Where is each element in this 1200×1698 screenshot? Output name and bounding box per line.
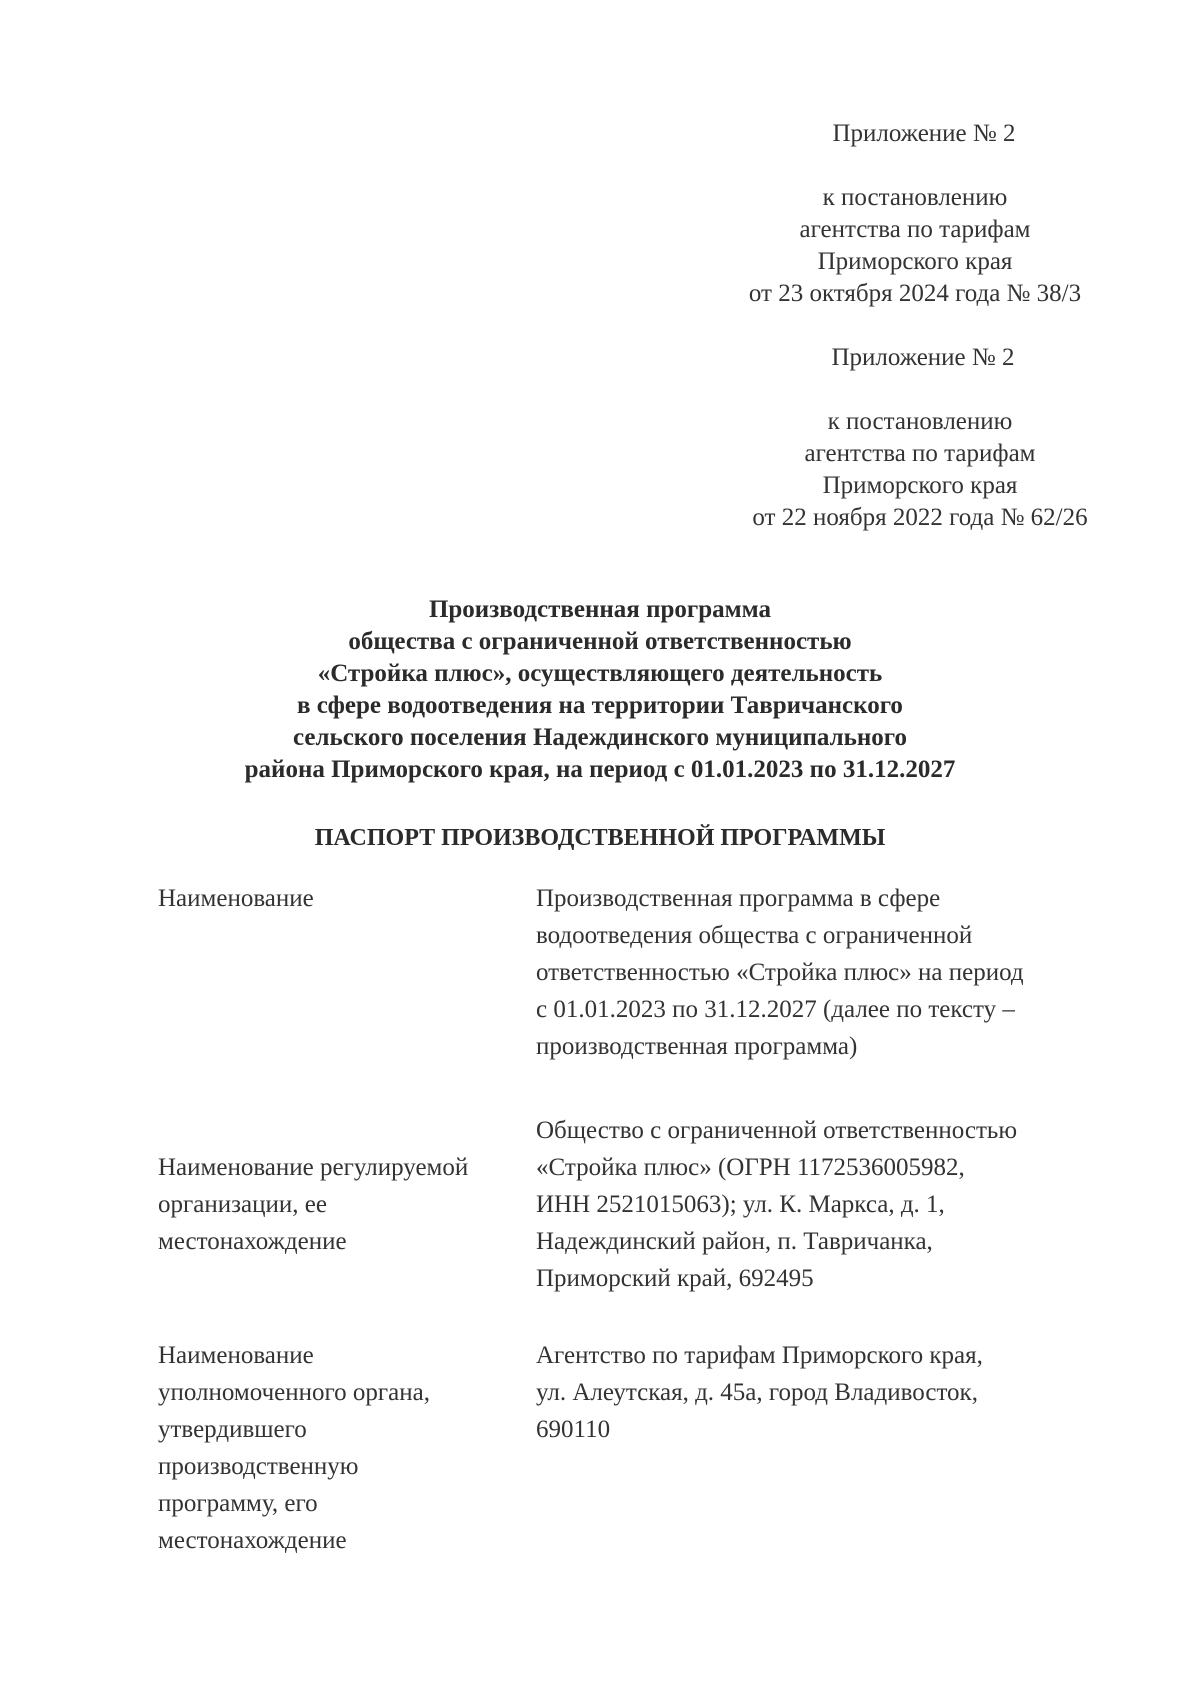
value-line: ИНН 2521015063); ул. К. Маркса, д. 1, bbox=[536, 1191, 945, 1218]
label-line: Наименование bbox=[158, 1342, 314, 1369]
value-line: 690110 bbox=[536, 1416, 611, 1443]
appendix-line: от 22 ноября 2022 года № 62/26 bbox=[752, 504, 1088, 531]
passport-row-label bbox=[158, 880, 518, 917]
label-line: организации, ее bbox=[158, 1191, 327, 1218]
passport-row-value bbox=[536, 1337, 1096, 1448]
program-title-line: Производственная программа bbox=[428, 596, 772, 623]
label-line: местонахождение bbox=[158, 1228, 347, 1255]
appendix-line: Приморского края bbox=[817, 248, 1013, 275]
appendix-line: к постановлению bbox=[822, 184, 1008, 211]
label-line: уполномоченного органа, bbox=[158, 1379, 430, 1406]
passport-row-value bbox=[536, 880, 1096, 1065]
program-title bbox=[150, 594, 1050, 786]
appendix-line: агентства по тарифам bbox=[804, 440, 1036, 467]
appendix-title: Приложение № 2 bbox=[832, 120, 1016, 147]
appendix-line: от 23 октября 2024 года № 38/3 bbox=[748, 280, 1082, 307]
value-line: Агентство по тарифам Приморского края, bbox=[536, 1342, 983, 1369]
value-line: Приморский край, 692495 bbox=[536, 1265, 814, 1292]
label-line: Наименование регулируемой bbox=[158, 1154, 469, 1181]
passport-row-label bbox=[158, 1337, 518, 1559]
value-line: ул. Алеутская, д. 45а, город Владивосток, bbox=[536, 1379, 978, 1406]
value-line: производственная программа) bbox=[536, 1033, 858, 1060]
appendix-header-original bbox=[705, 342, 1135, 534]
value-line: водоотведения общества с ограниченной bbox=[536, 922, 973, 949]
label-line: программу, его bbox=[158, 1490, 318, 1517]
label-line: утвердившего bbox=[158, 1416, 307, 1443]
value-line: Надеждинский район, п. Тавричанка, bbox=[536, 1228, 933, 1255]
appendix-line: агентства по тарифам bbox=[799, 216, 1031, 243]
program-title-line: «Стройка плюс», осуществляющего деятельность bbox=[317, 660, 883, 687]
label-line: Наименование bbox=[158, 885, 314, 912]
passport-row-label bbox=[158, 1149, 518, 1260]
value-line: «Стройка плюс» (ОГРН 1172536005982, bbox=[536, 1154, 965, 1181]
value-line: Общество с ограниченной ответственностью bbox=[536, 1117, 1017, 1144]
label-line: производственную bbox=[158, 1453, 359, 1480]
passport-row-value bbox=[536, 1112, 1096, 1297]
appendix-title: Приложение № 2 bbox=[831, 344, 1015, 371]
program-title-line: сельского поселения Надеждинского муниципального bbox=[292, 724, 908, 751]
value-line: с 01.01.2023 по 31.12.2027 (далее по тексту – bbox=[536, 996, 1015, 1023]
program-title-line: в сфере водоотведения на территории Тавричанского bbox=[297, 692, 903, 719]
value-line: Производственная программа в сфере bbox=[536, 885, 941, 912]
passport-heading: ПАСПОРТ ПРОИЗВОДСТВЕННОЙ ПРОГРАММЫ bbox=[314, 825, 886, 851]
appendix-line: Приморского края bbox=[822, 472, 1018, 499]
program-title-line: общества с ограниченной ответственностью bbox=[348, 628, 852, 655]
label-line: местонахождение bbox=[158, 1527, 347, 1554]
value-line: ответственностью «Стройка плюс» на период bbox=[536, 959, 1024, 986]
appendix-line: к постановлению bbox=[827, 408, 1013, 435]
program-title-line: района Приморского края, на период с 01.01.2023 по 31.12.2027 bbox=[244, 756, 956, 783]
appendix-header-current bbox=[700, 118, 1130, 310]
